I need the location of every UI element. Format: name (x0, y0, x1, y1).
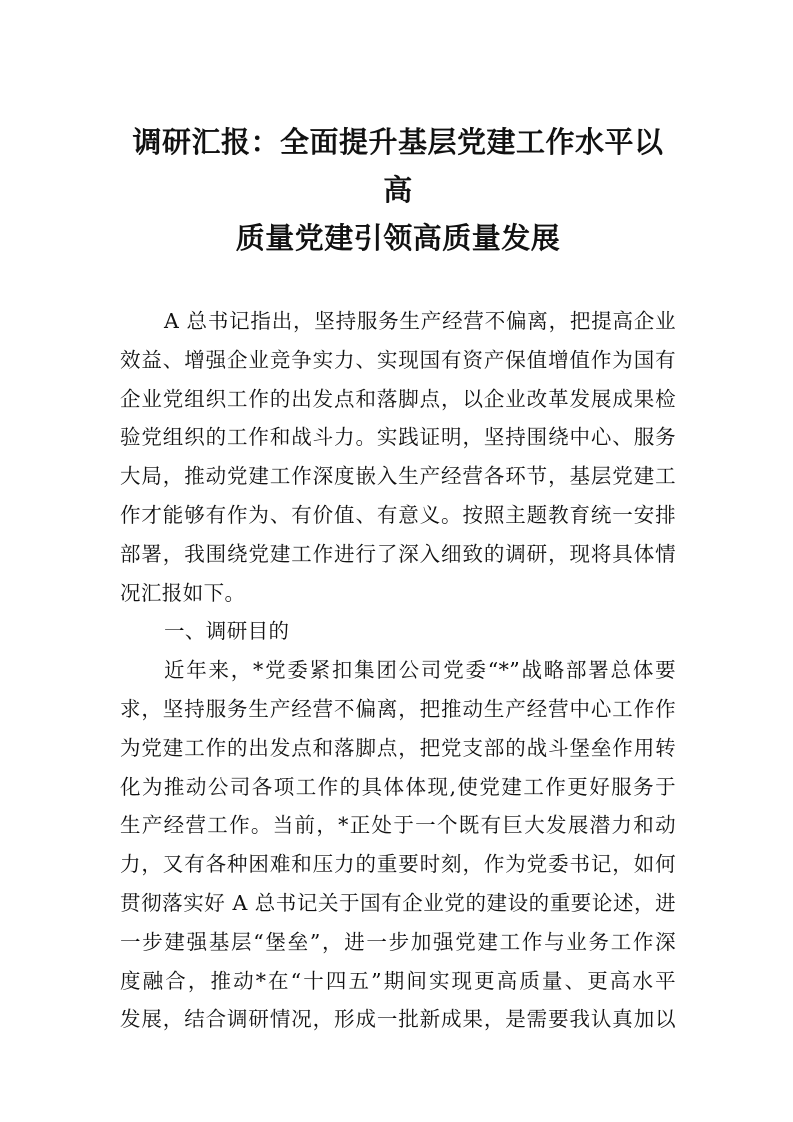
paragraph-line: 大局，推动党建工作深度嵌入生产经营各环节，基层党建工 (120, 464, 676, 489)
paragraph-line: 度融合，推动*在“十四五”期间实现更高质量、更高水平 (120, 968, 676, 993)
document-page (120, 118, 676, 1039)
paragraph-line: 企业党组织工作的出发点和落脚点，以企业改革发展成果检 (120, 386, 676, 411)
paragraph-line: 况汇报如下。 (120, 580, 246, 605)
paragraph-line: 生产经营工作。当前，*正处于一个既有巨大发展潜力和动 (120, 813, 676, 838)
paragraph-line: 一步建强基层“堡垒”，进一步加强党建工作与业务工作深 (120, 929, 676, 954)
paragraph-line: 化为推动公司各项工作的具体体现,使党建工作更好服务于 (120, 774, 676, 799)
paragraph-line: 验党组织的工作和战斗力。实践证明，坚持围绕中心、服务 (120, 425, 676, 450)
paragraph-line: 作才能够有作为、有价值、有意义。按照主题教育统一安排 (120, 502, 676, 527)
paragraph-line: 发展，结合调研情况，形成一批新成果，是需要我认真加以 (120, 1007, 676, 1032)
paragraph-line: 力，又有各种困难和压力的重要时刻，作为党委书记，如何 (120, 852, 676, 877)
title-line-2: 质量党建引领高质量发展 (235, 221, 561, 255)
paragraph-line: A 总书记指出，坚持服务生产经营不偏离，把提高企业 (164, 309, 676, 333)
paragraph-line: 效益、增强企业竞争实力、实现国有资产保值增值作为国有 (120, 347, 676, 372)
paragraph-line: 近年来，*党委紧扣集团公司党委“*”战略部署总体要 (164, 658, 676, 683)
paragraph-line: 部署，我围绕党建工作进行了深入细致的调研，现将具体情 (120, 541, 676, 566)
paragraph-purpose (120, 651, 676, 1039)
title-line-1: 调研汇报：全面提升基层党建工作水平以高 (132, 125, 664, 207)
paragraph-line: 贯彻落实好 A 总书记关于国有企业党的建设的重要论述，进 (120, 890, 676, 915)
paragraph-intro (120, 302, 676, 612)
paragraph-line: 为党建工作的出发点和落脚点，把党支部的战斗堡垒作用转 (120, 735, 676, 760)
paragraph-line: 求，坚持服务生产经营不偏离，把推动生产经营中心工作作 (120, 696, 676, 721)
section-heading: 一、调研目的 (164, 619, 290, 644)
document-title (120, 118, 676, 262)
